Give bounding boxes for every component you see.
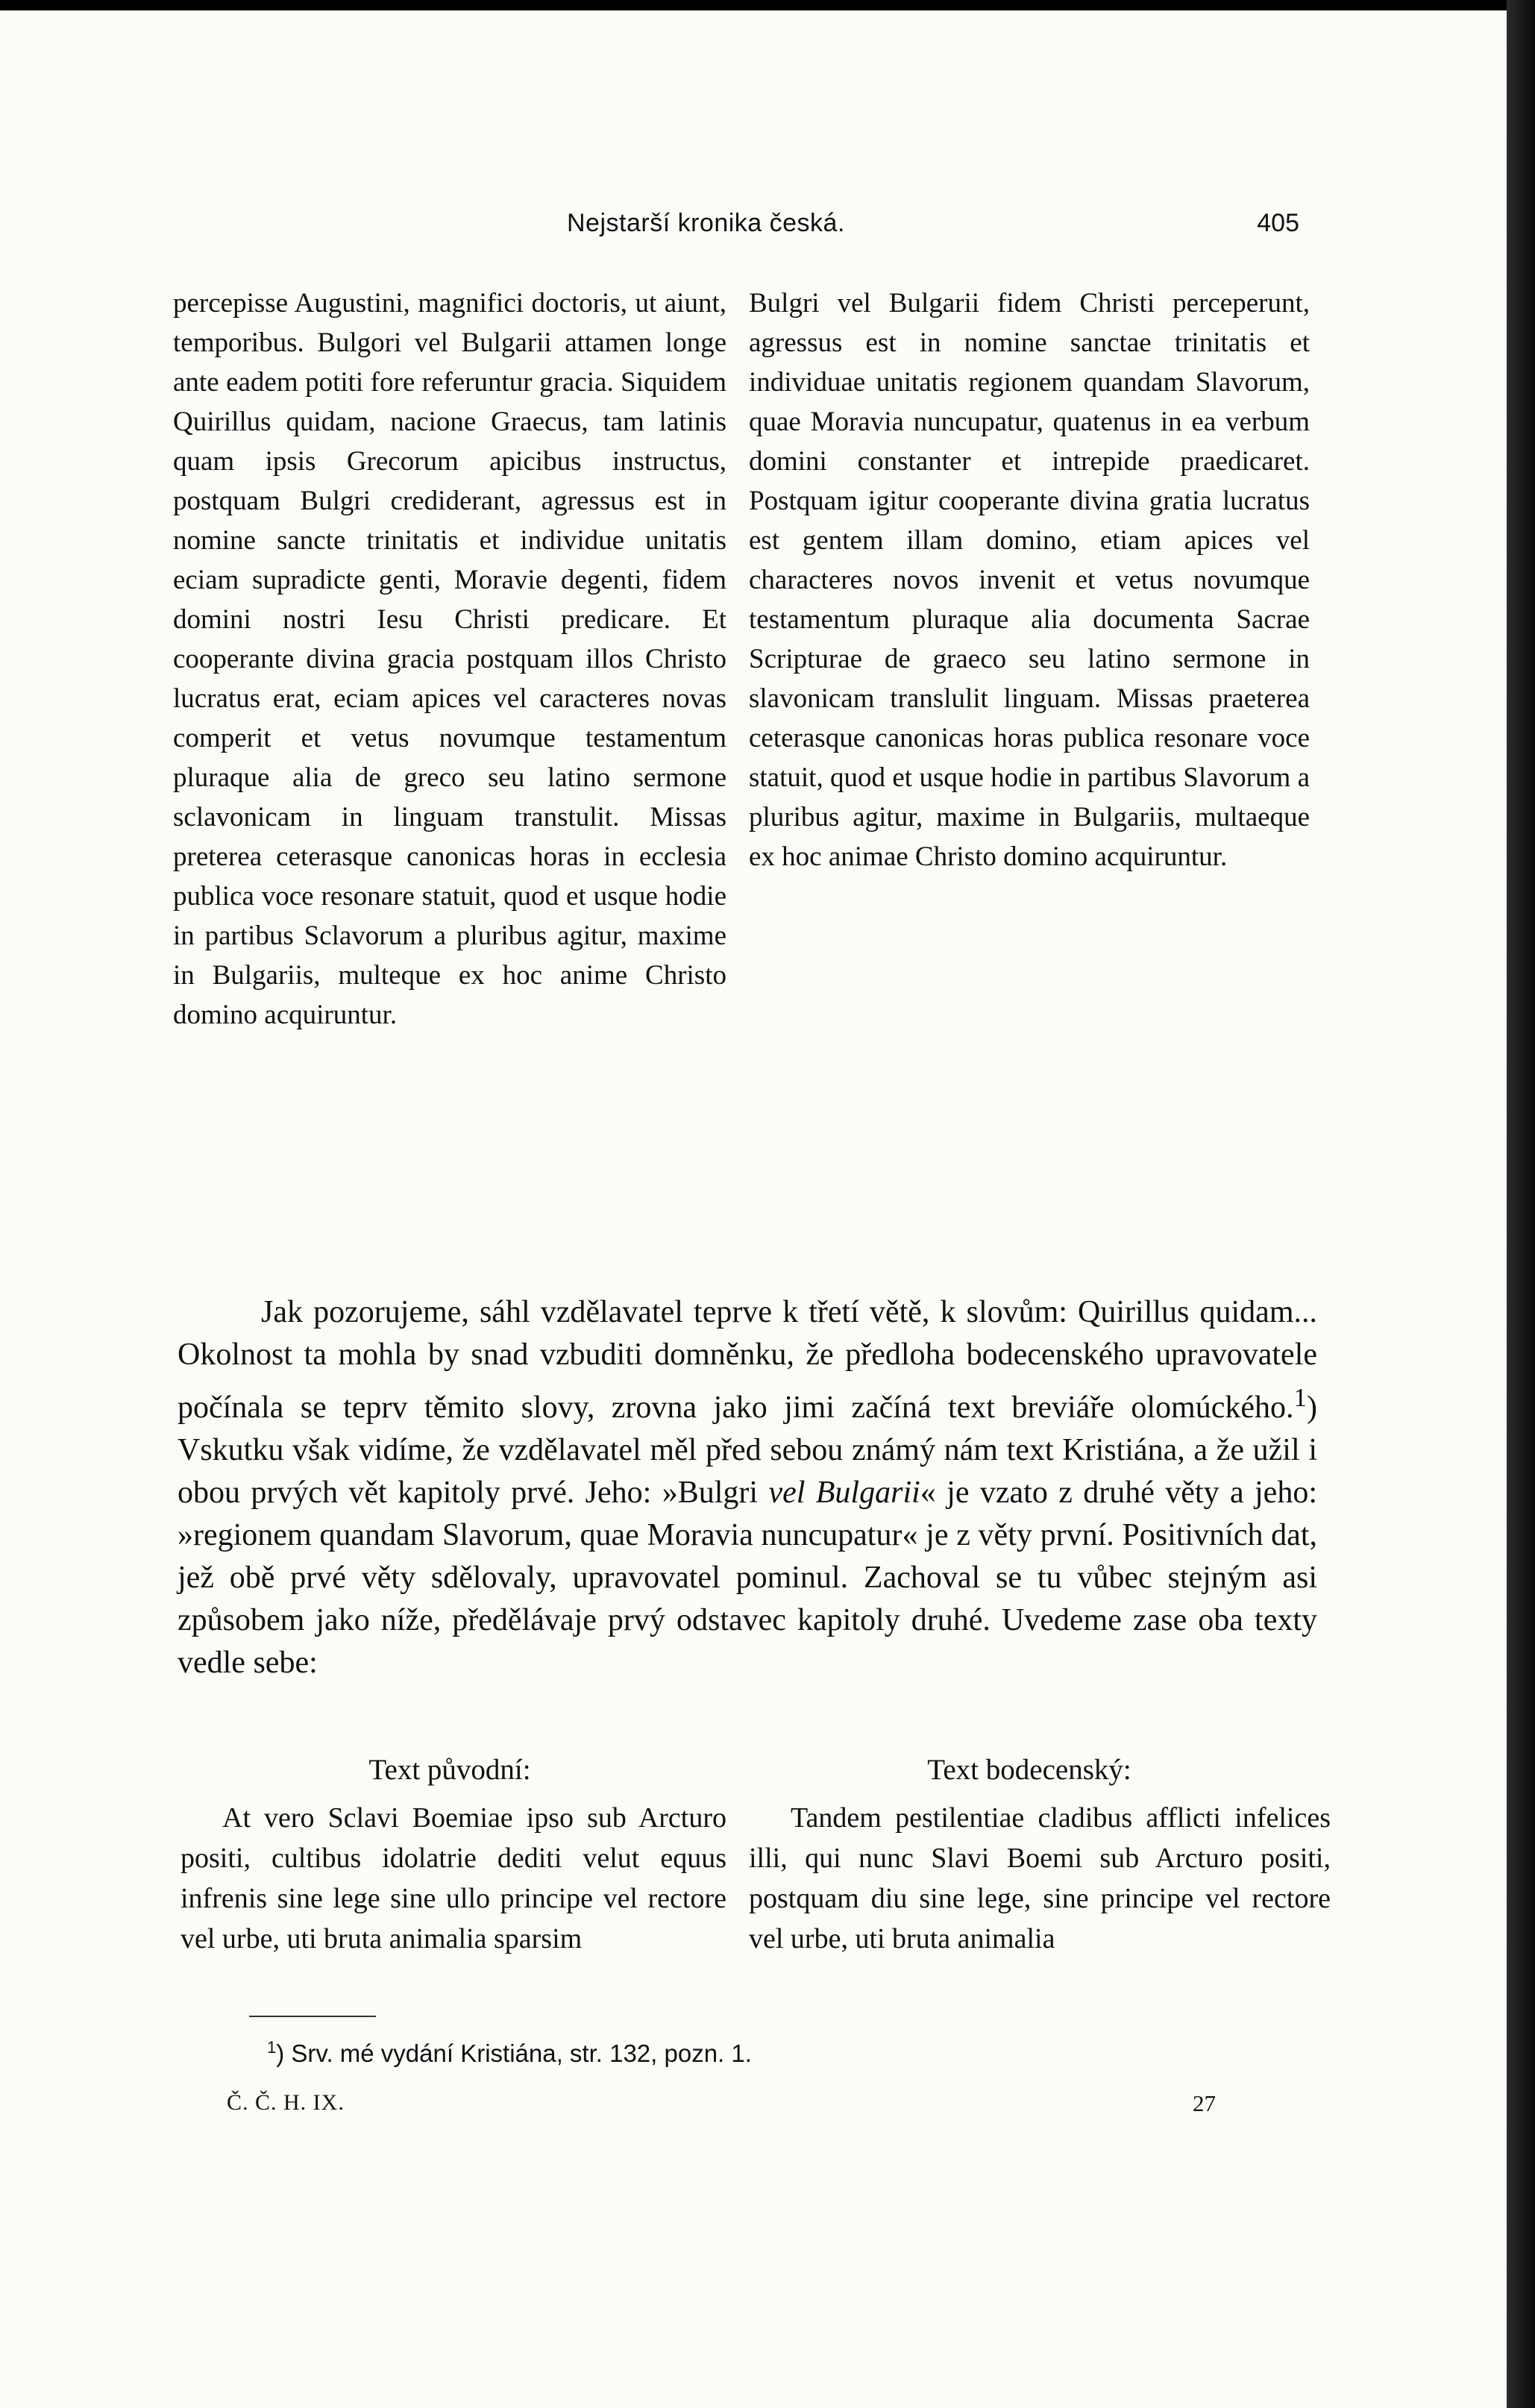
left-column-latin-text [173, 283, 726, 1035]
bodecensky-text: Tandem pestilentiae cladibus afflicti infelices illi, qui nunc Slavi Boemi sub Arcturo positi, postquam diu sine lege, sine principe vel rectore vel urbe, uti bruta animalia [749, 1802, 1331, 1954]
commentary-part-1: Jak pozorujeme, sáhl vzdělavatel teprve k třetí větě, k slovům: Quirillus quidam... Okolnost ta mohla by snad vzbuditi domněnku, že předloha bodecenského upravovatele počínala se teprv těmito slovy, zrovna jako jimi začíná text breviáře olomúckého. [178, 1295, 1317, 1425]
commentary-part-3: « je vzato z druhé věty a jeho: »regionem quandam Slavorum, quae Moravia nuncupatur« je z věty první. Positivních dat, jež obě prvé věty sdělovaly, upravovatel pominul. Zachoval se tu vůbec stejným asi způsobem jako níže, předělávaje prvý odstavec kapitoly druhé. Uvedeme zase oba texty vedle sebe: [178, 1476, 1317, 1680]
sheet-number: 27 [1193, 2090, 1216, 2116]
footnote [267, 2038, 752, 2068]
original-text: At vero Sclavi Boemiae ipso sub Arcturo positi, cultibus idolatrie dediti velut equus infrenis sine lege sine ullo principe vel rectore vel urbe, uti bruta animalia sparsim [181, 1802, 726, 1954]
scan-edge [1507, 0, 1535, 2408]
left-column-paragraph: percepisse Augustini, magnifici doctoris, ut aiunt, temporibus. Bulgori vel Bulgarii attamen longe ante eadem potiti fore referuntur gracia. Siquidem Quirillus quidam, nacione Graecus, tam latinis quam ipsis Grecorum apicibus instructus, postquam Bulgri crediderant, agressus est in nomine sancte trinitatis et individue unitatis eciam supradicte genti, Moravie degenti, fidem domini nostri Iesu Christi predicare. Et cooperante divina gracia postquam illos Christo lucratus erat, eciam apices vel caracteres novas comperit et vetus novumque testamentum pluraque alia de greco seu latino sermone sclavonicam in linguam transtulit. Missas preterea ceterasque canonicas horas in ecclesia publica voce resonare statuit, quod et usque hodie in partibus Sclavorum a pluribus agitur, maxime in Bulgariis, multeque ex hoc anime Christo domino acquiruntur. [173, 288, 726, 1030]
bodecensky-text-heading: Text bodecenský: [927, 1754, 1131, 1786]
footnote-text: ) Srv. mé vydání Kristiána, str. 132, pozn. 1. [276, 2039, 752, 2067]
right-column-latin-text [749, 283, 1310, 877]
page-header [0, 209, 1507, 246]
footnote-reference: 1 [1293, 1383, 1307, 1412]
footnote-divider [249, 2016, 376, 2017]
footnote-marker: 1 [267, 2038, 277, 2057]
running-title: Nejstarší kronika česká. [567, 209, 845, 237]
page-number: 405 [1257, 209, 1299, 237]
commentary-part-2: ) Vskutku však vidíme, že vzdělavatel měl před sebou známý nám text Kristiána, a že užil i obou prvých vět kapitoly prvé. Jeho: »Bulgri [178, 1390, 1317, 1510]
commentary-italic: vel Bulgarii [768, 1476, 920, 1510]
original-text-heading: Text původní: [368, 1754, 531, 1786]
commentary-paragraph [178, 1291, 1317, 1684]
signature-mark: Č. Č. H. IX. [227, 2090, 345, 2115]
book-page [0, 10, 1507, 2408]
right-column-paragraph: Bulgri vel Bulgarii fidem Christi perceperunt, agressus est in nomine sanctae trinitatis et individuae unitatis regionem quandam Slavorum, quae Moravia nuncupatur, quatenus in ea verbum domini constanter et intrepide praedicaret. Postquam igitur cooperante divina gratia lucratus est gentem illam domino, etiam apices vel characteres novos invenit et vetus novumque testamentum pluraque alia documenta Sacrae Scripturae de graeco seu latino sermone in slavonicam translulit linguam. Missas praeterea ceterasque canonicas horas publica resonare voce statuit, quod et usque hodie in partibus Slavorum a pluribus agitur, maxime in Bulgariis, multaeque ex hoc animae Christo domino acquiruntur. [749, 288, 1310, 872]
